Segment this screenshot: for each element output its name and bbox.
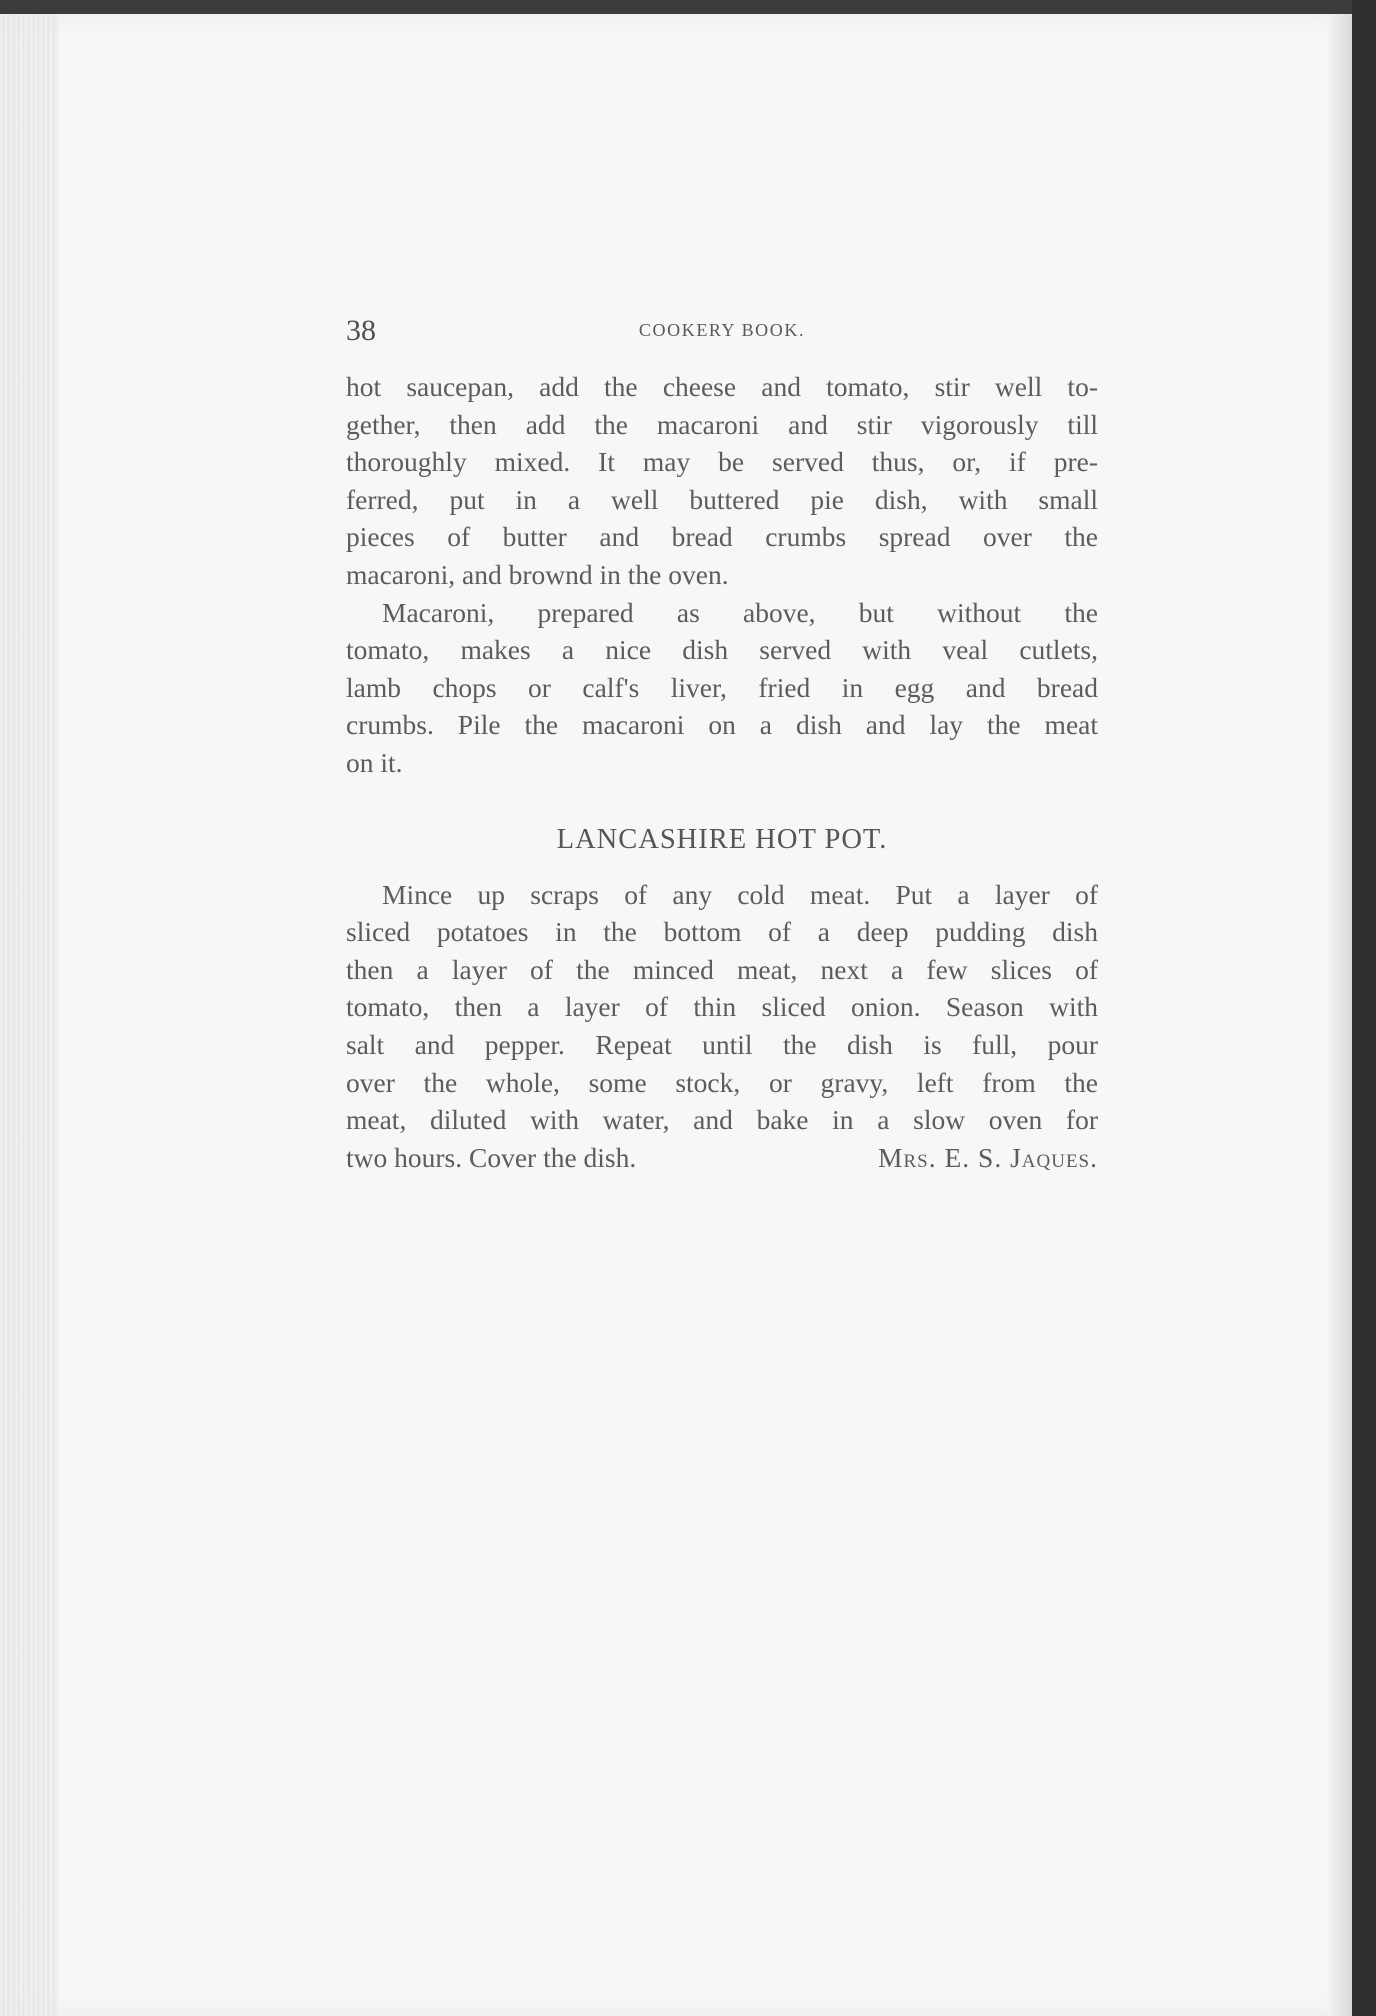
text-line: tomato, then a layer of thin sliced onion. Season with: [346, 991, 1098, 1023]
text-line: then a layer of the minced meat, next a few slices of: [346, 953, 1098, 985]
continued-paragraph: [346, 368, 1098, 594]
running-head: [346, 306, 1098, 350]
running-title: COOKERY BOOK.: [638, 320, 806, 340]
text-line: pieces of butter and bread crumbs spread over the: [346, 521, 1098, 553]
author-signature: Mrs. E. S. Jaques.: [878, 1141, 1098, 1173]
page-content: [346, 306, 1098, 1176]
scan-right-border: [1352, 0, 1376, 2016]
text-line: tomato, makes a nice dish served with veal cutlets,: [346, 634, 1098, 666]
text-line: two hours. Cover the dish.: [346, 1141, 637, 1173]
page-number: 38: [346, 314, 376, 347]
page-edge-stack: [0, 14, 58, 2016]
scan-top-border: [0, 0, 1376, 14]
text-line: thoroughly mixed. It may be served thus, or, if pre-: [346, 446, 1098, 478]
text-line: meat, diluted with water, and bake in a slow oven for: [346, 1104, 1098, 1136]
text-line: over the whole, some stock, or gravy, left from the: [346, 1066, 1098, 1098]
recipe-paragraph: [346, 876, 1098, 1177]
text-line: Macaroni, prepared as above, but without the: [382, 596, 1098, 628]
recipe-heading: LANCASHIRE HOT POT.: [556, 823, 888, 855]
text-line: sliced potatoes in the bottom of a deep pudding dish: [346, 916, 1098, 948]
page-gutter-shadow: [1328, 14, 1352, 2016]
text-line: crumbs. Pile the macaroni on a dish and lay the meat: [346, 709, 1098, 741]
text-line: hot saucepan, add the cheese and tomato, stir well to-: [346, 371, 1098, 402]
text-line: gether, then add the macaroni and stir vigorously till: [346, 408, 1098, 440]
text-line: macaroni, and brownd in the oven.: [346, 558, 729, 590]
macaroni-variation-paragraph: [346, 594, 1098, 782]
recipe-last-line: [346, 1139, 1098, 1177]
text-line: salt and pepper. Repeat until the dish is full, pour: [346, 1028, 1098, 1060]
text-line: on it.: [346, 746, 403, 778]
text-line: lamb chops or calf's liver, fried in egg and bread: [346, 671, 1098, 703]
text-line: Mince up scraps of any cold meat. Put a layer of: [382, 878, 1098, 910]
text-line: ferred, put in a well buttered pie dish, with small: [346, 483, 1098, 515]
